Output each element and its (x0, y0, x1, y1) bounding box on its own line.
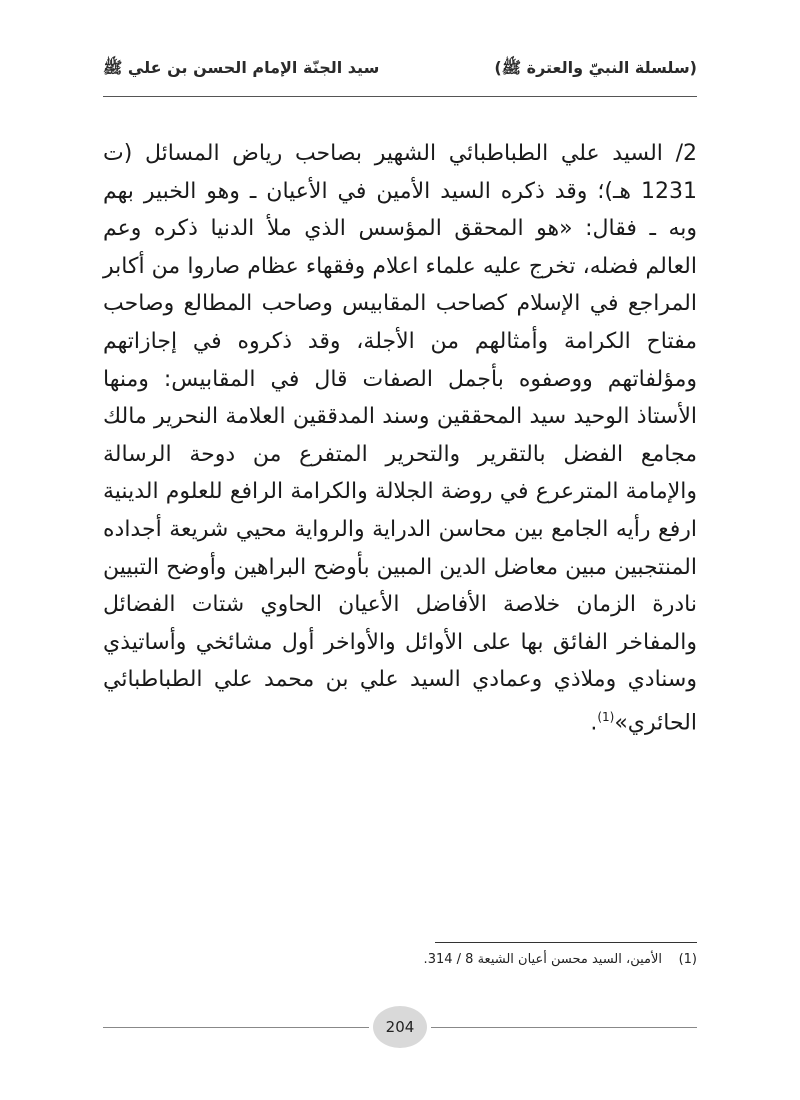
series-title: (سلسلة النبيّ والعترة ﷺ) (494, 58, 697, 77)
book-title: سيد الجنّة الإمام الحسن بن علي ﷺ (103, 58, 380, 77)
paragraph-text: السيد علي الطباطبائي الشهير بصاحب رياض المسائل (ت 1231 هـ)؛ وقد ذكره السيد الأمين في الأعيان ـ وهو الخبير بهم وبه ـ فقال: «هو المحقق المؤسس الذي ملأ الدنيا ذكره وعم العالم فضله، تخرج عليه علماء اعلام وفقهاء عظام صاروا من أكابر المراجع في الإسلام كصاحب المقابيس وصاحب المطالع وصاحب مفتاح الكرامة وأمثالهم من الأجلة، وقد ذكروه في إجازاتهم ومؤلفاتهم ووصفوه بأجمل الصفات قال في المقابيس: ومنها الأستاذ الوحيد سيد المحققين وسند المدققين العلامة النحرير مالك مجامع الفضل بالتقرير والتحرير المتفرع من دوحة الرسالة والإمامة المترعرع في روضة الجلالة والكرامة الرافع للعلوم الدينية ارفع رأيه الجامع بين محاسن الدراية والرواية محيي شريعة أجداده المنتجبين مبين معاضل الدين المبين بأوضح البراهين وأوضح التبيين نادرة الزمان خلاصة الأفاضل الأعيان الحاوي شتات الفضائل والمفاخر الفائق بها على الأوائل والأواخر أول مشائخي وأساتيذي وسنادي وملاذي وعمادي السيد علي بن محمد علي الطباطبائي الحائري» (103, 141, 697, 736)
footer-rule-right (431, 1027, 697, 1028)
footer-rule-left (103, 1027, 369, 1028)
end-mark: . (590, 710, 598, 736)
footnote-number: (1) (678, 952, 697, 967)
footnote-divider (435, 942, 697, 943)
main-paragraph (103, 135, 697, 742)
page-number: 204 (373, 1006, 427, 1048)
running-header (103, 50, 697, 90)
item-number: 2/ (675, 141, 697, 166)
footnote (103, 952, 697, 967)
footnote-text: الأمين، السيد محسن أعيان الشيعة 8 / 314. (423, 952, 663, 967)
header-divider (103, 96, 697, 97)
footnote-reference[interactable]: (1) (597, 709, 615, 724)
